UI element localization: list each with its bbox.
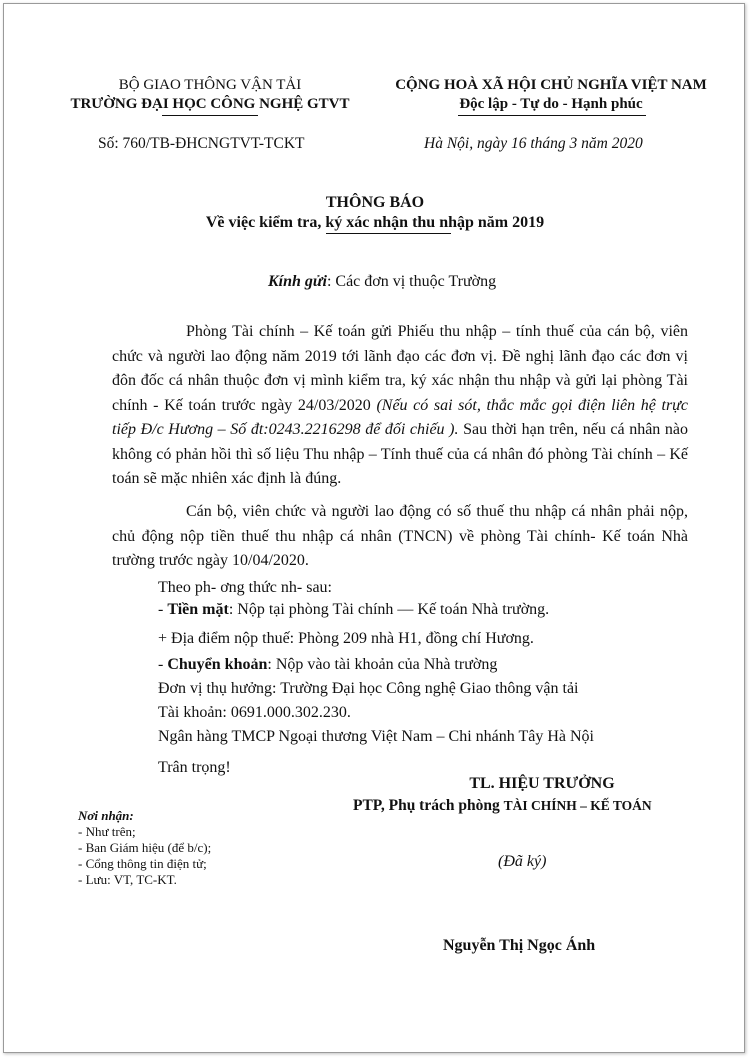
subtitle-underline <box>326 233 451 234</box>
cash-text: : Nộp tại phòng Tài chính — Kế toán Nhà trường. <box>228 601 550 618</box>
header-right <box>386 76 716 114</box>
list-item: - Ban Giám hiệu (để b/c); <box>78 840 212 855</box>
payment-place: + Địa điểm nộp thuế: Phòng 209 nhà H1, đồng chí Hương. <box>158 630 534 647</box>
school-underline <box>162 115 258 116</box>
national-motto: Độc lập - Tự do - Hạnh phúc <box>459 96 643 112</box>
paragraph-1 <box>112 320 688 492</box>
recipient-value: : Các đơn vị thuộc Trường <box>326 273 497 290</box>
place-date: Hà Nội, ngày 16 tháng 3 năm 2020 <box>424 135 643 152</box>
list-item: - Cổng thông tin điện tử; <box>78 856 207 871</box>
ministry-name: BỘ GIAO THÔNG VẬN TẢI <box>118 77 302 93</box>
transfer-text: : Nộp vào tài khoản của Nhà trường <box>267 656 498 673</box>
recipient-label: Kính gửi <box>268 273 327 290</box>
cash-prefix: - <box>158 601 168 618</box>
list-item: - Lưu: VT, TC-KT. <box>78 872 177 887</box>
recipients-label: Nơi nhận: <box>78 808 134 823</box>
signature-title: TL. HIỆU TRƯỞNG <box>469 775 615 792</box>
cash-label: Tiền mặt <box>167 601 229 618</box>
transfer-prefix: - <box>158 656 168 673</box>
paragraph-2 <box>112 500 688 574</box>
recipients-list <box>78 808 211 888</box>
cash-line <box>158 601 549 619</box>
recipient-line <box>268 270 496 295</box>
motto-underline <box>458 115 646 116</box>
document-subtitle: Về việc kiểm tra, ký xác nhận thu nhập năm 2019 <box>205 214 545 231</box>
transfer-label: Chuyển khoản <box>167 656 268 673</box>
position-prefix: PTP, Phụ trách phòng <box>353 797 504 814</box>
document-title: THÔNG BÁO <box>325 194 425 211</box>
country-name: CỘNG HOÀ XÃ HỘI CHỦ NGHĨA VIỆT NAM <box>395 77 707 93</box>
document-number: Số: 760/TB-ĐHCNGTVT-TCKT <box>98 135 305 152</box>
position-department: TÀI CHÍNH – KẾ TOÁN <box>503 798 652 813</box>
signature-position <box>353 797 652 815</box>
paragraph-1-italic: (Nếu có sai sót, thắc mắc gọi điện liên hệ trực tiếp Đ/c Hương – Số đt:0243.2216298 để đối chiếu ). <box>112 396 688 438</box>
paragraph-2-text: Cán bộ, viên chức và người lao động có số thuế thu nhập cá nhân phải nộp, chủ động nộp tiền thuế thu nhập cá nhân (TNCN) về phòng Tài chính- Kế toán Nhà trường trước ngày 10/04/2020. <box>112 503 688 569</box>
header-left <box>60 76 360 114</box>
school-name: TRƯỜNG ĐẠI HỌC CÔNG NGHỆ GTVT <box>70 96 350 112</box>
payment-intro: Theo ph- ơng thức nh- sau: <box>158 579 332 596</box>
signed-note: (Đã ký) <box>498 853 547 870</box>
signer-name: Nguyễn Thị Ngọc Ánh <box>443 937 596 954</box>
bank-name: Ngân hàng TMCP Ngoại thương Việt Nam – Chi nhánh Tây Hà Nội <box>158 728 594 745</box>
beneficiary: Đơn vị thụ hưởng: Trường Đại học Công nghệ Giao thông vận tải <box>158 680 579 697</box>
paragraph-1-text: Phòng Tài chính – Kế toán gửi Phiếu thu nhập – tính thuế của cán bộ, viên chức và người lao động năm 2019 tới lãnh đạo các đơn vị. Đề nghị lãnh đạo các đơn vị đôn đốc cá nhân thuộc đơn vị mình kiểm tra, ký xác nhận thu nhập và gửi lại phòng Tài chính - Kế toán trước ngày 24/03/2020 <box>112 323 688 414</box>
account-number: Tài khoản: 0691.000.302.230. <box>158 704 351 721</box>
closing: Trân trọng! <box>158 759 231 776</box>
paragraph-1-text2: Sau thời hạn trên, nếu cá nhân nào không có phản hồi thì số liệu Thu nhập – Tính thuế của cá nhân đó phòng Tài chính – Kế toán sẽ mặc nhiên xác định là đúng. <box>112 421 688 487</box>
transfer-line <box>158 656 497 674</box>
list-item: - Như trên; <box>78 824 136 839</box>
